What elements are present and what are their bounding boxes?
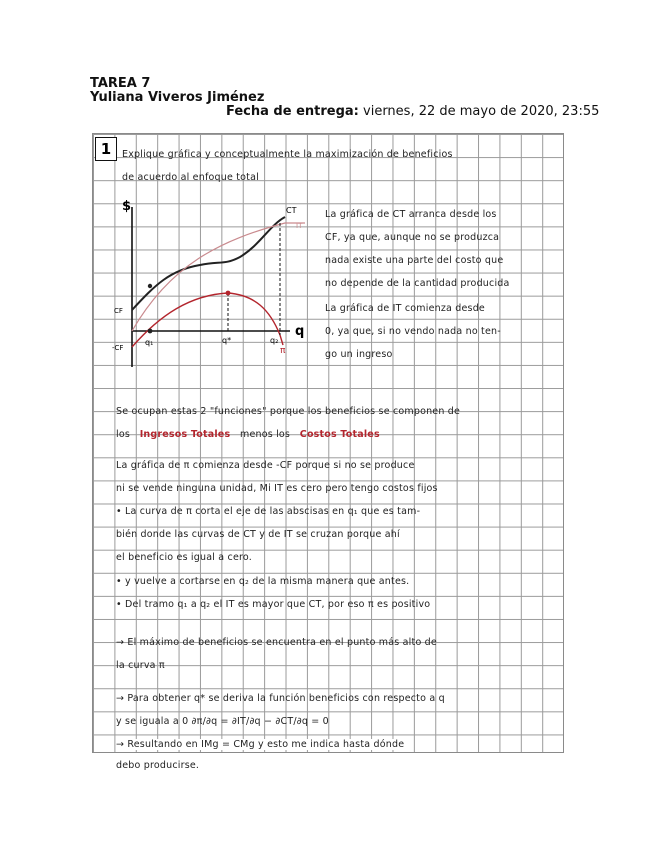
para7-line2: y se iguala a 0 ∂π/∂q = ∂IT/∂q − ∂CT/∂q = 0 [116,716,329,727]
ct-label: CT [286,206,297,215]
neg-cf-label: -CF [112,344,124,352]
question-number: 1 [95,137,117,161]
note-it-1: La gráfica de IT comienza desde [325,303,485,314]
para6-line2: la curva π [116,660,165,671]
it-curve [132,223,305,331]
para3-line3: el beneficio es igual a cero. [116,552,252,563]
y-axis-label: $ [122,199,132,214]
ingresos-totales-text: Ingresos Totales [139,429,231,440]
it-label: IT [296,222,303,230]
q2-label: q₂ [270,336,279,345]
due-date-label: Fecha de entrega: [226,104,359,119]
note-ct-3: nada existe una parte del costo que [325,255,504,266]
para1-pre: los [116,429,131,440]
assignment-title: TAREA 7 [90,76,151,91]
para2-line1: La gráfica de π comienza desde -CF porque si no se produce [116,460,415,471]
note-ct-4: no depende de la cantidad producida [325,278,510,289]
note-ct-2: CF, ya que, aunque no se produzca [325,232,500,243]
para4-line: • y vuelve a cortarse en q₂ de la misma manera que antes. [116,576,410,587]
para6-line1: → El máximo de beneficios se encuentra en el punto más alto de [116,637,437,648]
note-ct-1: La gráfica de CT arranca desde los [325,209,497,220]
cf-label: CF [114,307,123,315]
note-it-2: 0, ya que, si no vendo nada no ten- [325,326,501,337]
max-profit-point [226,291,231,296]
para2-line2: ni se vende ninguna unidad, Mi IT es cero pero tengo costos fijos [116,483,438,494]
qstar-label: q* [222,336,232,345]
para5-line: • Del tramo q₁ a q₂ el IT es mayor que CT, por eso π es positivo [116,599,431,610]
para1-mid: menos los [239,429,291,440]
pi-curve [132,293,283,347]
q1-point [148,329,153,334]
para1-line1: Se ocupan estas 2 "funciones" porque los beneficios se componen de [116,406,461,417]
due-date [226,104,599,119]
question-line-2: de acuerdo al enfoque total [122,172,259,183]
q1-label: q₁ [145,338,154,347]
due-date-value: viernes, 22 de mayo de 2020, 23:55 [363,104,600,119]
student-name: Yuliana Viveros Jiménez [90,90,265,105]
para7-line1: → Para obtener q* se deriva la función beneficios con respecto a q [116,693,445,704]
x-axis-label: q [295,324,305,339]
para3-line2: bién donde las curvas de CT y de IT se cruzan porque ahí [116,529,400,540]
pi-label: π [280,346,286,356]
para1-line2 [116,429,380,440]
question-line-1: Explique gráfica y conceptualmente la maximización de beneficios [122,149,453,160]
note-it-3: go un ingreso [325,349,393,360]
profit-graph [100,195,320,375]
costos-totales-text: Costos Totales [299,429,380,440]
para3-line1: • La curva de π corta el eje de las abscisas en q₁ que es tam- [116,506,421,517]
para8-line1: → Resultando en IMg = CMg y esto me indica hasta dónde [116,739,405,750]
cross-point [148,284,152,288]
para8-line2: debo producirse. [116,760,200,771]
